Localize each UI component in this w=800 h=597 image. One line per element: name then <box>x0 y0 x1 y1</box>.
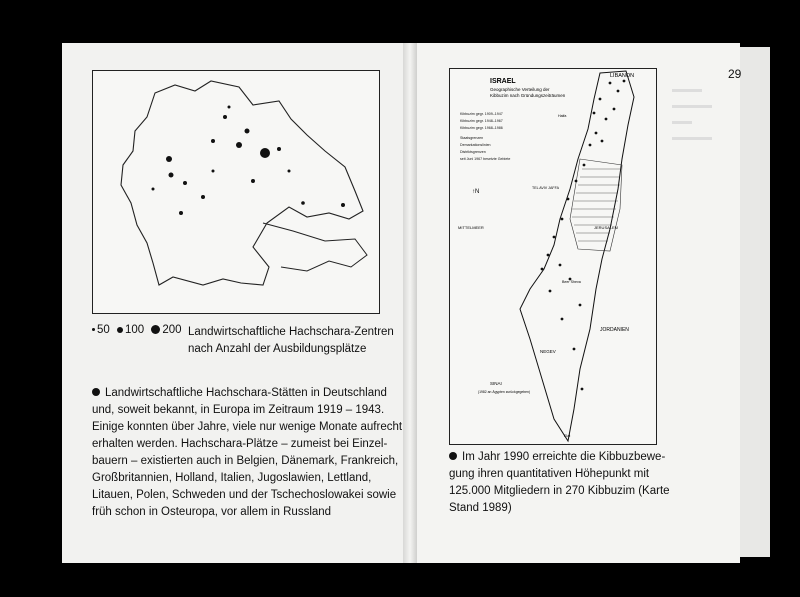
germany-map <box>92 70 380 314</box>
svg-text:Kibbuzim gegr. 1968–1986: Kibbuzim gegr. 1968–1986 <box>460 126 503 130</box>
svg-text:seit Juni 1967 besetzte Gebiet: seit Juni 1967 besetzte Gebiete <box>460 157 511 161</box>
right-caption <box>449 449 679 517</box>
bleed-through-text: ▬▬▬ ▬▬▬▬ ▬▬ ▬▬▬▬ <box>672 84 712 143</box>
map-subtitle-1: Geographische Verteilung der <box>490 87 550 92</box>
body-line: Großbritannien, Holland, Italien, Jugoslawien, Lettland, <box>92 472 372 484</box>
body-line: Landwirtschaftliche Hachschara-Stätten in Deutschland <box>92 385 410 402</box>
bullet-icon <box>92 388 100 396</box>
legend-caption: Landwirtschaftliche Hachschara-Zentren nach Anzahl der Ausbildungsplätze <box>188 326 394 355</box>
label-jordanien: JORDANIEN <box>600 327 629 333</box>
body-line: früh schon in Osteuropa, vor allem in Russland <box>92 506 332 518</box>
legend-large: 200 <box>151 324 181 336</box>
body-line: Litauen, Polen, Schweden und der Tschechoslowakei sowie <box>92 489 397 501</box>
caption-line: Stand 1989) <box>449 502 512 514</box>
label-mittelmeer: MITTELMEER <box>458 225 484 230</box>
label-sinai: SINAI <box>490 381 502 386</box>
label-sinai-note: (1982 an Ägypten zurückgegeben) <box>478 390 531 394</box>
left-body-text <box>92 385 410 521</box>
germany-outline <box>93 71 379 313</box>
map-legend <box>460 112 510 161</box>
legend-medium: 100 <box>117 324 144 336</box>
svg-text:Distriktsgrenzen: Distriktsgrenzen <box>460 150 486 154</box>
israel-map <box>449 68 657 445</box>
body-line: erhalten werden. Hachschara-Plätze – zumeist bei Einzel- <box>92 438 388 450</box>
label-beersheba: Beer Sheva <box>562 280 581 284</box>
bullet-icon <box>449 452 457 460</box>
map-subtitle-2: Kibbuzim nach Gründungszeiträumen <box>490 93 566 98</box>
caption-line: gung ihren quantitativen Höhepunkt mit <box>449 468 650 480</box>
body-line: Einige konnten über Jahre, viele nur wenige Monate aufrecht <box>92 421 403 433</box>
page-edge <box>740 47 770 557</box>
label-tel-aviv: TEL AVIV JAFFA <box>532 186 559 190</box>
body-line: und, soweit bekannt, in Europa im Zeitraum 1919 – 1943. <box>92 404 385 416</box>
north-arrow-icon: ↑N <box>472 189 480 195</box>
hachschara-dots <box>152 106 346 216</box>
label-eilat: Elat <box>564 434 571 438</box>
caption-line: 125.000 Mitgliedern in 270 Kibbuzim (Karte <box>449 485 670 497</box>
legend-small: 50 <box>92 324 110 336</box>
label-jerusalem: JERUSALEM <box>594 225 619 230</box>
svg-text:Kibbuzim gegr. 1909–1947: Kibbuzim gegr. 1909–1947 <box>460 112 503 116</box>
label-haifa: Haifa <box>558 114 567 118</box>
israel-map-graphic <box>450 69 656 444</box>
kibbuz-dots <box>541 80 626 391</box>
page-number: 29 <box>728 67 742 81</box>
body-line: bauern – existierten auch in Belgien, Dänemark, Frankreich, <box>92 455 399 467</box>
label-negev: NEGEV <box>540 349 556 354</box>
map-title: ISRAEL <box>490 78 516 85</box>
caption-line: Im Jahr 1990 erreichte die Kibbuzbewe- <box>449 449 679 466</box>
svg-text:Demarkationslinien: Demarkationslinien <box>460 143 491 147</box>
size-legend <box>92 324 186 336</box>
label-libanon: LIBANON <box>610 73 635 79</box>
svg-text:Staatsgrenzen: Staatsgrenzen <box>460 136 484 140</box>
svg-text:Kibbuzim gegr. 1948–1967: Kibbuzim gegr. 1948–1967 <box>460 119 503 123</box>
